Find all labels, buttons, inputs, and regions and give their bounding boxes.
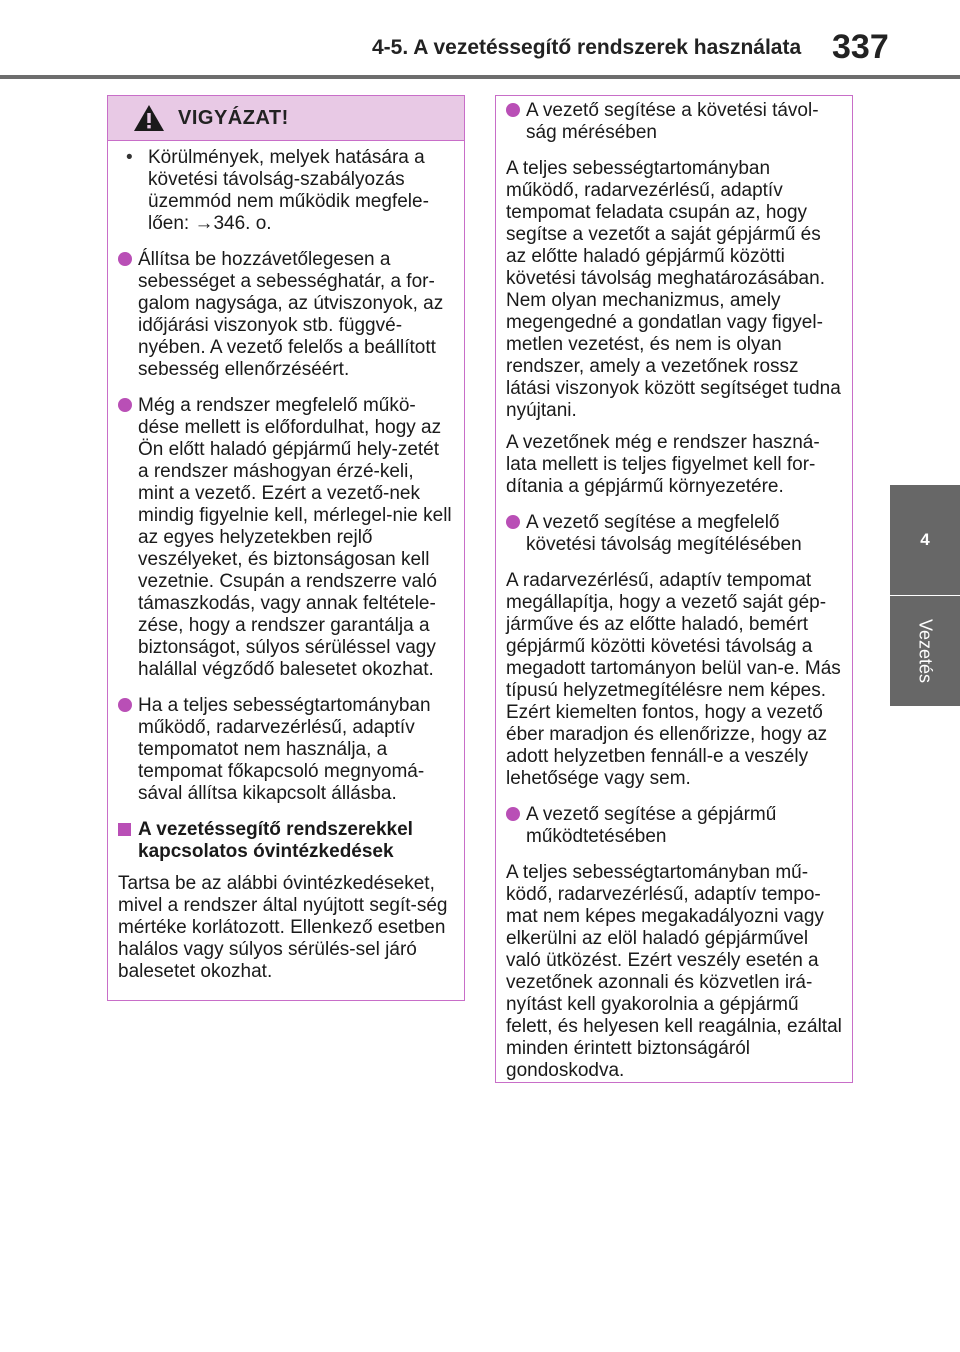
info-box [495,95,853,1083]
warning-box [107,95,465,1001]
warning-item-text: Még a rendszer megfelelő műkö-dése mellett is előfordulhat, hogy az Ön előtt haladó gépjármű hely-zetét a rendszer máshogyan érzé-keli, mint a vezető. Ezért a vezető-nek mindig figyelnie kell, mérlegel-nie kell az egyes helyzetekben rejlő veszélyeket, és biztonságosan kell vezetnie. Csupán a rendszerre való támaszkodás, vagy annak feltétele-zése, hogy a rendszer garantálja a biztonságot, súlyos sérüléssel vagy halállal végződő balesetet okozhat. [138,395,452,680]
circle-bullet-icon [118,698,132,712]
chapter-tab-label [890,596,960,706]
circle-bullet-icon [118,252,132,266]
warning-content [108,141,464,983]
warning-triangle-icon [132,103,166,133]
warning-header [108,96,464,141]
chapter-number: 4 [920,530,930,549]
header-divider [0,75,960,79]
warning-item-text: Állítsa be hozzávetőlegesen a sebességet a sebességhatár, a for-galom nagysága, az útviszonyok, az időjárási viszonyok stb. függvé-nyében. A vezető felelős a beállított sebesség ellenőrzéséért. [138,249,444,380]
info-heading-text: A vezető segítése a gépjármű működtetésében [526,804,777,847]
warning-bullet [118,147,454,235]
info-heading [506,804,842,848]
circle-bullet-icon [506,515,520,529]
running-header-title: 4-5. A vezetéssegítő rendszerek használata [372,36,802,59]
chapter-label: Vezetés [915,618,936,684]
info-content [496,96,852,1082]
circle-bullet-icon [506,807,520,821]
section-paragraph: Tartsa be az alábbi óvintézkedéseket, mivel a rendszer által nyújtott segít-ség mértéke korlátozott. Ellenkező esetben halálos vagy súlyos sérülés-sel járó balesetet okozhat. [118,873,448,982]
warning-item-text: Ha a teljes sebességtartományban működő, radarvezérlésű, adaptív tempomatot nem használja, a tempomat főkapcsoló megnyomá-sával állítsa kikapcsolt állásba. [138,695,431,804]
circle-bullet-icon [118,398,132,412]
info-heading-text: A vezető segítése a megfelelő követési távolság megítélésében [526,512,802,555]
square-bullet-icon [118,823,131,836]
warning-item [118,249,454,381]
bullet-dot: • [126,147,133,168]
info-heading-text: A vezető segítése a követési távol-ság mérésében [526,100,819,143]
warning-item [118,395,454,681]
info-heading [506,100,842,144]
section-heading-text: A vezetéssegítő rendszerekkel kapcsolatos óvintézkedések [138,819,413,862]
info-paragraph: A teljes sebességtartományban mű-ködő, radarvezérlésű, adaptív tempo-mat nem képes megakadályozni vagy elkerülni az elöl haladó gépjárművel való ütközést. Ezért veszély esetén a vezetőnek azonnali és közvetlen irá-nyítást kell gyakorolnia a gépjármű felett, és helyesen kell reagálnia, ezáltal minden érintett biztonságáról gondoskodva. [506,862,842,1081]
page-number: 337 [832,28,889,66]
warning-bullet-text: Körülmények, melyek hatására a követési távolság-szabályozás üzemmód nem működik megfele-lően: →346. o. [148,147,429,234]
info-heading [506,512,842,556]
circle-bullet-icon [506,103,520,117]
info-paragraph: A vezetőnek még e rendszer haszná-lata mellett is teljes figyelmet kell for-dítania a gépjármű környezetére. [506,432,820,497]
warning-item [118,695,454,805]
chapter-tab-number [890,485,960,595]
info-paragraph: A radarvezérlésű, adaptív tempomat megállapítja, hogy a vezető saját gép-járműve és az előtte haladó, bemért gépjármű közötti követési távolság a megadott tartományon belül van-e. Más típusú helyzetmegítélésre nem képes. Ezért kiemelten fontos, hogy a vezető éber maradjon és ellenőrizze, hogy az adott helyzetben fennáll-e a veszély lehetősége vagy sem. [506,570,841,789]
section-heading [118,819,454,863]
info-paragraph: A teljes sebességtartományban működő, radarvezérlésű, adaptív tempomat feladata csupán az, hogy segítse a vezetőt a saját gépjármű és az előtte haladó gépjármű közötti követési távolság meghatározásában. Nem olyan mechanizmus, amely megengedné a gondatlan vagy figyel-metlen vezetést, és nem is olyan rendszer, amely a vezetőnek rossz látási viszonyok között segítséget tudna nyújtani. [506,158,841,421]
warning-title: VIGYÁZAT! [178,107,289,129]
